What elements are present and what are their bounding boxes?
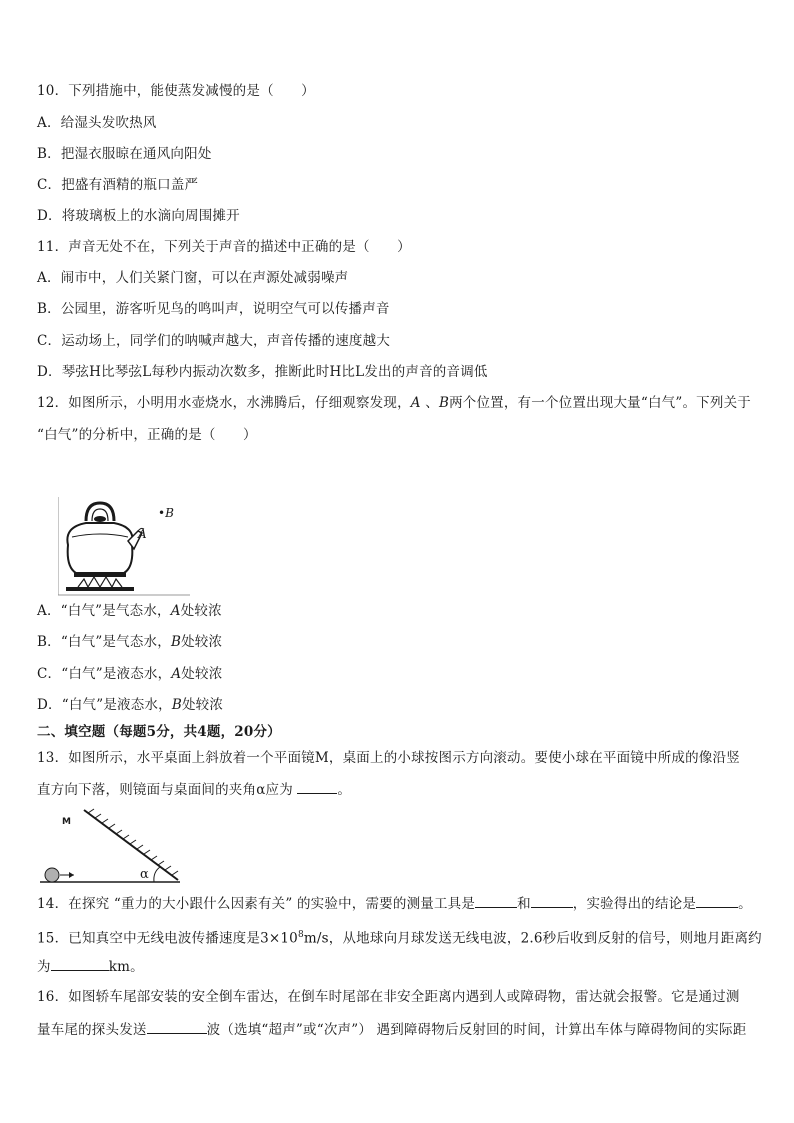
kettle-figure — [58, 497, 192, 597]
q15-text-end: m/s，从地球向月球发送无线电波，2.6秒后收到反射的信号，则地月距离约 — [303, 930, 762, 947]
q10-stem: 10．下列措施中，能使蒸发减慢的是（ ） — [37, 83, 315, 99]
q12-stem-line1 — [37, 393, 762, 413]
q12-option-b-text: B．“白气”是气态水， — [37, 634, 171, 650]
q12-option-b-end: 处较浓 — [181, 634, 223, 650]
q12-option-d-text: D．“白气”是液态水， — [37, 697, 172, 713]
q10-option-c: C．把盛有酒精的瓶口盖严 — [37, 177, 199, 193]
q16-answer-blank[interactable] — [147, 1019, 207, 1034]
q10-option-b: B．把湿衣服晾在通风向阳处 — [37, 146, 212, 162]
mirror-line — [84, 810, 178, 880]
q14-end: 。 — [738, 896, 752, 912]
q12-option-a — [37, 601, 762, 621]
q13-line2-text: 直方向下落，则镜面与桌面间的夹角α应为 — [37, 782, 298, 798]
kettle-body — [67, 523, 132, 573]
q15-exponent: 8 — [297, 930, 304, 940]
q14-line — [37, 893, 762, 914]
q12-stem-text: 12．如图所示，小明用水壶烧水，水沸腾后，仔细观察发现， — [37, 395, 411, 411]
q12-stem-line2: “白气”的分析中，正确的是（ ） — [37, 427, 257, 443]
q13-line2-end: 。 — [337, 782, 352, 798]
q12-stem-sep: 、 — [420, 395, 439, 411]
q15-line1 — [37, 925, 762, 949]
kettle-label-a: A — [138, 527, 147, 541]
q16-line2-text: 量车尾的探头发送 — [37, 1022, 147, 1038]
q11-option-c: C．运动场上，同学们的呐喊声越大，声音传播的速度越大 — [37, 333, 391, 349]
q15-answer-blank[interactable] — [51, 956, 109, 971]
q16-line2 — [37, 1019, 762, 1040]
kettle-label-b: •B — [158, 506, 174, 520]
q12-option-c-pos: A — [171, 666, 182, 682]
q11-option-b: B．公园里，游客听见鸟的鸣叫声，说明空气可以传播声音 — [37, 301, 390, 317]
q14-text: 14．在探究 “重力的大小跟什么因素有关” 的实验中，需要的测量工具是 — [37, 896, 476, 912]
q11-option-a: A．闹市中，人们关紧门窗，可以在声源处减弱噪声 — [37, 270, 349, 286]
ball — [45, 868, 59, 882]
q11-option-d: D．琴弦H比琴弦L每秒内振动次数多，推断此时H比L发出的声音的音调低 — [37, 364, 488, 380]
q10-option-a: A．给湿头发吹热风 — [37, 115, 157, 131]
angle-label-alpha: α — [140, 867, 149, 882]
q16-line2-end: 波（选填“超声”或“次声”） 遇到障碍物后反射回的时间，计算出车体与障碍物间的实际距 — [206, 1022, 747, 1038]
q15-text: 15．已知真空中无线电波传播速度是3×10 — [37, 930, 298, 947]
q12-option-a-end: 处较浓 — [180, 603, 222, 619]
q12-option-c-end: 处较浓 — [181, 666, 223, 682]
mirror-figure — [40, 808, 185, 888]
q12-option-a-text: A．“白气”是气态水， — [37, 603, 171, 619]
q16-line1: 16．如图轿车尾部安装的安全倒车雷达，在倒车时尾部在非安全距离内遇到人或障碍物，雷达就会报警。它是通过测 — [37, 989, 740, 1005]
q12-stem-a: A — [410, 395, 421, 411]
q12-option-d-end: 处较浓 — [181, 697, 224, 713]
q12-stem-b: B — [438, 395, 450, 411]
burner-flame — [78, 577, 122, 587]
q14-blank-1[interactable] — [475, 893, 517, 908]
q14-conclusion-text: ，实验得出的结论是 — [572, 896, 697, 912]
q14-and: 和 — [517, 896, 531, 912]
q12-stem-end: 两个位置，有一个位置出现大量“白气”。下列关于 — [449, 395, 751, 411]
q12-option-b — [37, 632, 762, 652]
q15-line2-text: 为 — [37, 959, 51, 975]
q12-option-b-pos: B — [170, 634, 182, 650]
q15-unit: km。 — [108, 959, 144, 975]
q13-answer-blank[interactable] — [297, 779, 337, 794]
q15-line2 — [37, 956, 762, 977]
mirror-label-m: M — [62, 817, 71, 827]
q12-option-c-text: C．“白气”是液态水， — [37, 666, 172, 682]
q13-line1: 13．如图所示，水平桌面上斜放着一个平面镜M，桌面上的小球按图示方向滚动。要使小球在平面镜中所成的像沿竖 — [37, 750, 740, 766]
q14-blank-3[interactable] — [696, 893, 738, 908]
q10-option-d: D．将玻璃板上的水滴向周围摊开 — [37, 208, 240, 224]
q12-option-c — [37, 664, 762, 684]
q12-option-a-pos: A — [170, 603, 181, 619]
q13-line2 — [37, 779, 762, 800]
section-title: 二、填空题（每题5分，共4题，20分） — [37, 724, 281, 740]
q11-stem: 11．声音无处不在，下列关于声音的描述中正确的是（ ） — [37, 239, 411, 255]
q12-option-d-pos: B — [171, 697, 182, 713]
q14-blank-2[interactable] — [531, 893, 573, 908]
q12-option-d — [37, 695, 762, 715]
